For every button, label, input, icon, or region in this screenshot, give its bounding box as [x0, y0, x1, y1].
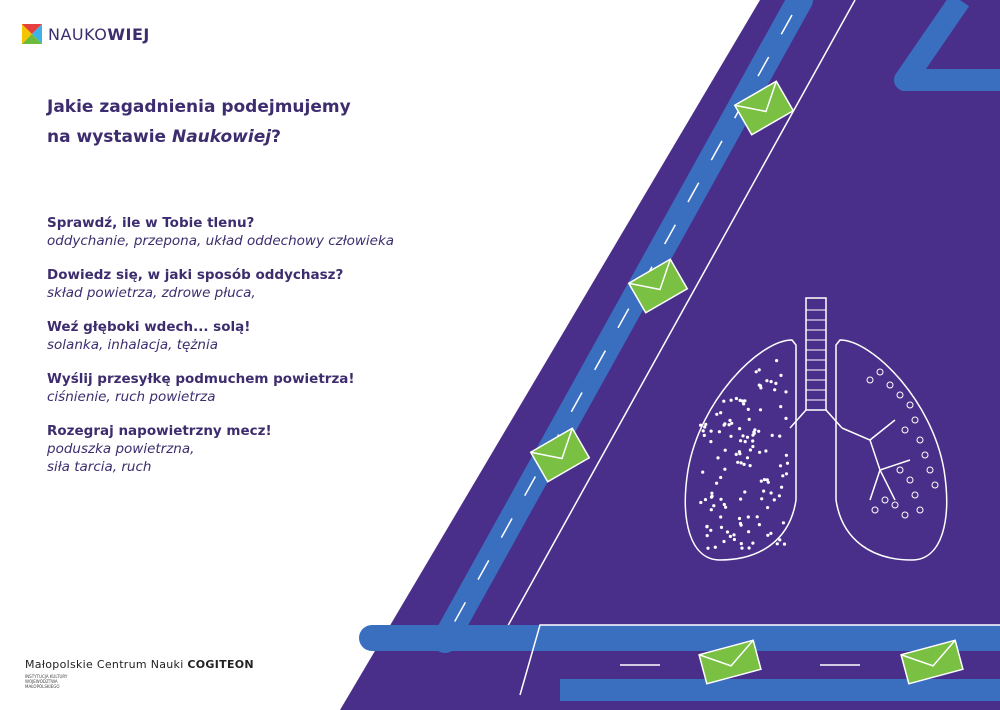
- lung-dot: [703, 425, 706, 428]
- lung-dot: [757, 430, 760, 433]
- lung-dot: [786, 462, 789, 465]
- footer-subtext: INSTYTUCJA KULTURY WOJEWÓDZTWA MAŁOPOLSKIEGO: [25, 674, 68, 689]
- lung-dot: [771, 434, 774, 437]
- lung-dot: [703, 434, 706, 437]
- lung-dot: [785, 454, 788, 457]
- lung-dot: [722, 400, 725, 403]
- lung-dot: [723, 468, 726, 471]
- lung-dot: [699, 424, 702, 427]
- footer-institution: Małopolskie Centrum Nauki COGITEON: [25, 658, 254, 671]
- lung-dot: [766, 506, 769, 509]
- lung-dot: [715, 413, 718, 416]
- lung-dot: [753, 428, 756, 431]
- lung-dot: [746, 456, 749, 459]
- topic-subtitle: oddychanie, przepona, układ oddechowy człowieka: [47, 233, 395, 249]
- lung-dot: [766, 478, 769, 481]
- lung-dot: [726, 530, 729, 533]
- topic-title: Wyślij przesyłkę podmuchem powietrza!: [47, 371, 355, 387]
- lung-dot: [784, 417, 787, 420]
- lung-dot: [729, 435, 732, 438]
- lung-dot: [746, 436, 749, 439]
- lung-dot: [749, 464, 752, 467]
- footer: [25, 658, 254, 689]
- lung-dot: [728, 419, 731, 422]
- lung-dot: [759, 386, 762, 389]
- lung-dot: [701, 471, 704, 474]
- lung-dot: [770, 491, 773, 494]
- lung-dot: [740, 542, 743, 545]
- topic-subtitle: skład powietrza, zdrowe płuca,: [47, 285, 256, 301]
- topic-title: Weź głęboki wdech... solą!: [47, 319, 251, 335]
- lung-dot: [716, 456, 719, 459]
- lung-dot: [780, 486, 783, 489]
- lung-dot: [719, 498, 722, 501]
- lung-dot: [773, 388, 776, 391]
- lung-dot: [724, 449, 727, 452]
- title-line-1: Jakie zagadnienia podejmujemy: [47, 97, 351, 117]
- lung-dot: [710, 492, 713, 495]
- lung-dot: [723, 503, 726, 506]
- lung-dot: [774, 382, 777, 385]
- lung-dot: [741, 399, 744, 402]
- lung-dot: [758, 384, 761, 387]
- lung-dot: [740, 547, 743, 550]
- lung-dot: [748, 418, 751, 421]
- topic-subtitle: solanka, inhalacja, tężnia: [47, 337, 218, 353]
- lung-dot: [760, 480, 763, 483]
- lung-dot: [718, 430, 721, 433]
- lung-dot: [763, 478, 766, 481]
- lung-dot: [705, 525, 708, 528]
- lung-dot: [747, 530, 750, 533]
- lung-dot: [706, 534, 709, 537]
- title-line-2-prefix: na wystawie: [47, 127, 172, 147]
- lung-dot: [775, 359, 778, 362]
- lung-dot: [738, 517, 741, 520]
- lung-dot: [773, 498, 776, 501]
- lung-dot: [744, 440, 747, 443]
- lung-dot: [719, 476, 722, 479]
- lung-dot: [778, 435, 781, 438]
- lung-dot: [709, 529, 712, 532]
- lung-dot: [779, 374, 782, 377]
- logo-text: NAUKOWIEJ: [48, 24, 150, 44]
- lung-dot: [755, 370, 758, 373]
- lung-dot: [770, 380, 773, 383]
- list-item: [47, 266, 467, 302]
- lung-dot: [751, 439, 754, 442]
- lung-dot: [756, 515, 759, 518]
- title-line-2-em: Naukowiej: [171, 127, 272, 147]
- lung-dot: [738, 450, 741, 453]
- lung-dot: [742, 402, 745, 405]
- lung-dot: [738, 427, 741, 430]
- topic-title: Dowiedz się, w jaki sposób oddychasz?: [47, 267, 344, 283]
- lung-dot: [751, 542, 754, 545]
- lung-dot: [747, 515, 750, 518]
- lung-dot: [778, 538, 781, 541]
- lung-dot: [762, 490, 765, 493]
- lung-dot: [779, 405, 782, 408]
- lung-dot: [712, 504, 715, 507]
- lung-dot: [736, 461, 739, 464]
- topic-subtitle-2: siła tarcia, ruch: [47, 459, 152, 475]
- list-item: [47, 318, 467, 354]
- lung-dot: [730, 399, 733, 402]
- lung-dot: [723, 422, 726, 425]
- lung-dot: [719, 515, 722, 518]
- list-item: [47, 214, 467, 250]
- lung-dot: [760, 497, 763, 500]
- topic-subtitle: poduszka powietrzna,: [47, 441, 195, 457]
- lung-dot: [758, 451, 761, 454]
- topic-title: Sprawdź, ile w Tobie tlenu?: [47, 215, 255, 231]
- lung-dot: [779, 464, 782, 467]
- lung-dot: [758, 368, 761, 371]
- lung-dot: [720, 526, 723, 529]
- lung-dot: [743, 463, 746, 466]
- lung-dot: [740, 461, 743, 464]
- lung-dot: [710, 430, 713, 433]
- lung-dot: [781, 474, 784, 477]
- lung-dot: [785, 472, 788, 475]
- lung-dot: [748, 546, 751, 549]
- lung-dot: [739, 522, 742, 525]
- lung-dot: [722, 540, 725, 543]
- lung-dot: [783, 543, 786, 546]
- lung-dot: [764, 449, 767, 452]
- topic-list: [47, 214, 467, 492]
- lung-dot: [751, 445, 754, 448]
- lung-dot: [711, 495, 714, 498]
- lung-dot: [714, 546, 717, 549]
- lung-dot: [710, 508, 713, 511]
- lung-dot: [735, 397, 738, 400]
- lung-dot: [747, 408, 750, 411]
- lung-dot: [743, 490, 746, 493]
- lung-dot: [719, 411, 722, 414]
- title-line-2-suffix: ?: [271, 127, 281, 147]
- list-item: [47, 370, 467, 406]
- lung-dot: [765, 379, 768, 382]
- lung-dot: [739, 498, 742, 501]
- topic-subtitle: ciśnienie, ruch powietrza: [47, 389, 216, 405]
- lung-dot: [769, 532, 772, 535]
- lung-dot: [729, 535, 732, 538]
- lung-dot: [715, 482, 718, 485]
- lung-dot: [709, 440, 712, 443]
- lung-dot: [749, 448, 752, 451]
- lung-dot: [776, 542, 779, 545]
- lung-dot: [732, 533, 735, 536]
- list-item: [47, 422, 467, 476]
- lung-dot: [766, 534, 769, 537]
- lung-dot: [782, 521, 785, 524]
- logo-icon: [22, 24, 42, 44]
- page-title: [47, 92, 351, 152]
- lung-dot: [758, 523, 761, 526]
- lung-dot: [784, 390, 787, 393]
- lung-dot: [724, 506, 727, 509]
- lung-dot: [739, 439, 742, 442]
- lung-dot: [706, 547, 709, 550]
- lung-dot: [733, 538, 736, 541]
- lung-dot: [702, 429, 705, 432]
- lung-dot: [741, 434, 744, 437]
- lung-dot: [704, 498, 707, 501]
- topic-title: Rozegraj napowietrzny mecz!: [47, 423, 272, 439]
- lung-dot: [759, 408, 762, 411]
- naukowiej-logo: [22, 24, 150, 44]
- lung-dot: [699, 501, 702, 504]
- lung-dot: [728, 423, 731, 426]
- lung-dot: [735, 453, 738, 456]
- lung-dot: [778, 494, 781, 497]
